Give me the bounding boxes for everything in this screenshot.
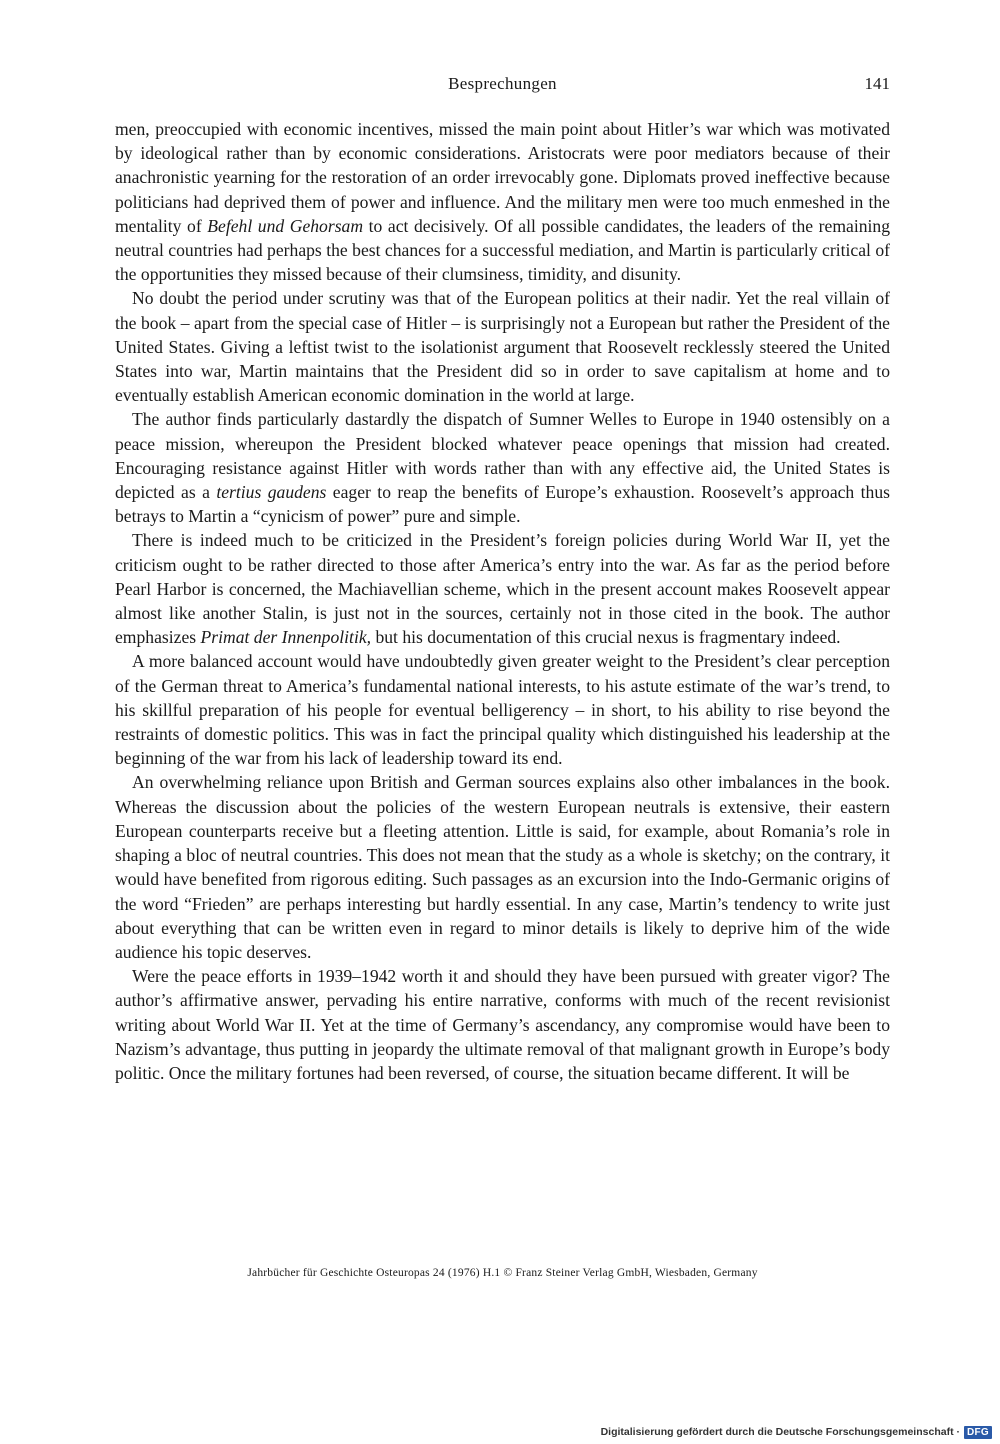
paragraph xyxy=(115,770,890,964)
text-run: Were the peace efforts in 1939–1942 worth it and should they have been pursued with greater vigor? The author’s affirmative answer, pervading his entire narrative, conforms with much of the recent revisionist writing about World War II. Yet at the time of Germany’s ascendancy, any compromise would have been to Nazism’s advantage, thus putting in jeopardy the ultimate removal of that malignant growth in Europe’s body politic. Once the military fortunes had been reversed, of course, the situation became different. It will be xyxy=(115,966,890,1083)
running-title: Besprechungen xyxy=(448,74,557,93)
dfg-logo: DFG xyxy=(964,1426,992,1439)
paragraph xyxy=(115,286,890,407)
text-run: A more balanced account would have undoubtedly given greater weight to the President’s clear perception of the German threat to America’s fundamental national interests, to his astute estimate of the war’s trend, to his skillful preparation of his people for eventual belligerency – in short, to his ability to rise beyond the restraints of domestic politics. This was in fact the principal quality which distinguished his leadership at the beginning of the war from his lack of leadership toward its end. xyxy=(115,651,890,769)
text-run: There is indeed much to be criticized in the President’s foreign policies during World War II, yet the criticism ought to be rather directed to those after America’s entry into the war. As far as the period before Pearl Harbor is concerned, the Machiavellian scheme, which in the present account makes Roosevelt appear almost like another Stalin, is just not in the sources, certainly not in those cited in the book. The author emphasizes xyxy=(115,530,890,648)
text-run: The author finds particularly dastardly the dispatch of Sumner Welles to Europe in 1940 ostensibly on a peace mission, whereupon the President blocked whatever peace openings that mission had created. Encouraging resistance against Hitler with words rather than with any effective aid, the United States is depicted as a xyxy=(115,409,890,503)
text-run: but his documentation of this crucial nexus is fragmentary indeed. xyxy=(371,627,841,648)
italic-phrase: Primat der Innenpolitik, xyxy=(200,627,372,648)
italic-phrase: tertius gaudens xyxy=(216,482,327,503)
text-run: An overwhelming reliance upon British and German sources explains also other imbalances in the book. Whereas the discussion about the policies of the western European neutrals is extensive, their eastern European counterparts receive but a fleeting attention. Little is said, for example, about Romania’s role in shaping a bloc of neutral countries. This does not mean that the study as a whole is sketchy; on the contrary, it would have benefited from rigorous editing. Such passages as an excursion into the Indo-Germanic origins of the word “Frieden” are perhaps interesting but hardly essential. In any case, Martin’s tendency to write just about everything that can be written even in regard to minor details is likely to deprive him of the wide audience his topic deserves. xyxy=(115,772,890,962)
journal-citation: Jahrbücher für Geschichte Osteuropas 24 (1976) H.1 © Franz Steiner Verlag GmbH, Wiesbaden, Germany xyxy=(247,1267,758,1279)
text-run: to act decisively. Of all possible candidates, the leaders of the remaining neutral countries had perhaps the best chances for a successful mediation, and Martin is particularly critical of the opportunities they missed because of their clumsiness, timidity, and disunity. xyxy=(115,215,890,285)
paragraph xyxy=(115,407,890,528)
paragraph xyxy=(115,964,890,1085)
digitization-credit-text: Digitalisierung gefördert durch die Deutsche Forschungsgemeinschaft · xyxy=(600,1426,960,1438)
paragraph xyxy=(115,528,890,649)
paragraph xyxy=(115,649,890,770)
italic-phrase: Befehl und Gehorsam xyxy=(207,215,364,236)
running-header xyxy=(115,74,890,102)
text-run: men, preoccupied with economic incentives, missed the main point about Hitler’s war which was motivated by ideological rather than by economic considerations. Aristocrats were poor mediators because of their anachronistic yearning for the restoration of an order irrevocably gone. Diplomats proved ineffective because politicians had deprived them of power and influence. And the military men were too much enmeshed in the mentality of xyxy=(115,119,890,236)
page-number: 141 xyxy=(864,74,890,93)
digitization-credit xyxy=(601,1424,992,1440)
text-run: No doubt the period under scrutiny was that of the European politics at their nadir. Yet the real villain of the book – apart from the special case of Hitler – is surprisingly not a European but rather the President of the United States. Giving a leftist twist to the isolationist argument that Roosevelt recklessly steered the United States into war, Martin maintains that the President did so in order to save capitalism at home and to eventually establish American economic domination in the world at large. xyxy=(115,288,890,406)
text-run: eager to reap the benefits of Europe’s exhaustion. Roosevelt’s approach thus betrays to Martin a “cynicism of power” pure and simple. xyxy=(115,482,890,527)
body-text xyxy=(115,117,890,1085)
paragraph xyxy=(115,117,890,286)
